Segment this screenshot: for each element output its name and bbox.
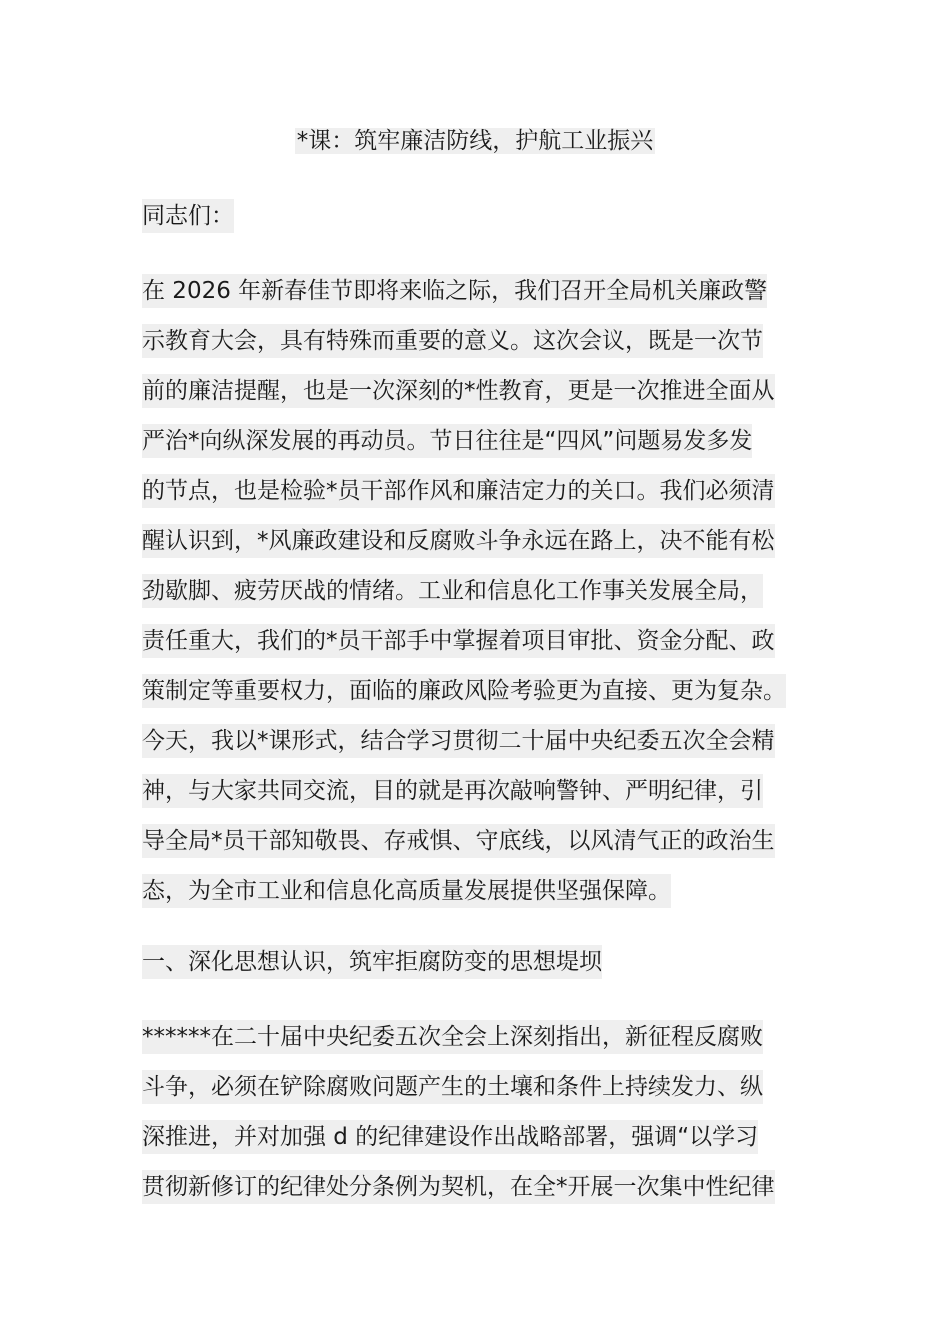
paragraph-line: 深推进，并对加强 d 的纪律建设作出战略部署，强调“以学习 <box>142 1112 832 1162</box>
paragraph-line: 示教育大会，具有特殊而重要的意义。这次会议，既是一次节 <box>142 316 832 366</box>
paragraph-line: 责任重大，我们的*员干部手中掌握着项目审批、资金分配、政 <box>142 616 832 666</box>
paragraph-line: 贯彻新修订的纪律处分条例为契机，在全*开展一次集中性纪律 <box>142 1162 832 1212</box>
paragraph-line: 在 2026 年新春佳节即将来临之际，我们召开全局机关廉政警 <box>142 266 832 316</box>
paragraph-line: 神，与大家共同交流，目的就是再次敲响警钟、严明纪律，引 <box>142 766 832 816</box>
paragraph-line: 前的廉洁提醒，也是一次深刻的*性教育，更是一次推进全面从 <box>142 366 832 416</box>
section-heading-1 <box>142 937 832 987</box>
paragraph-section-1 <box>142 1012 832 1212</box>
paragraph-line: 今天，我以*课形式，结合学习贯彻二十届中央纪委五次全会精 <box>142 716 832 766</box>
greeting <box>142 191 832 241</box>
paragraph-line: ******在二十届中央纪委五次全会上深刻指出，新征程反腐败 <box>142 1012 832 1062</box>
paragraph-line: 的节点，也是检验*员干部作风和廉洁定力的关口。我们必须清 <box>142 466 832 516</box>
paragraph-line: 导全局*员干部知敬畏、存戒惧、守底线，以风清气正的政治生 <box>142 816 832 866</box>
paragraph-line: 醒认识到，*风廉政建设和反腐败斗争永远在路上，决不能有松 <box>142 516 832 566</box>
document-title-text: *课：筑牢廉洁防线，护航工业振兴 <box>296 128 654 154</box>
paragraph-intro <box>142 266 832 916</box>
paragraph-line: 劲歇脚、疲劳厌战的情绪。工业和信息化工作事关发展全局， <box>142 566 832 616</box>
paragraph-line: 策制定等重要权力，面临的廉政风险考验更为直接、更为复杂。 <box>142 666 832 716</box>
greeting-line: 同志们： <box>142 191 832 241</box>
section-heading-line: 一、深化思想认识，筑牢拒腐防变的思想堤坝 <box>142 937 832 987</box>
document-title <box>0 123 950 159</box>
paragraph-line: 严治*向纵深发展的再动员。节日往往是“四风”问题易发多发 <box>142 416 832 466</box>
paragraph-line: 态，为全市工业和信息化高质量发展提供坚强保障。 <box>142 866 832 916</box>
paragraph-line: 斗争，必须在铲除腐败问题产生的土壤和条件上持续发力、纵 <box>142 1062 832 1112</box>
